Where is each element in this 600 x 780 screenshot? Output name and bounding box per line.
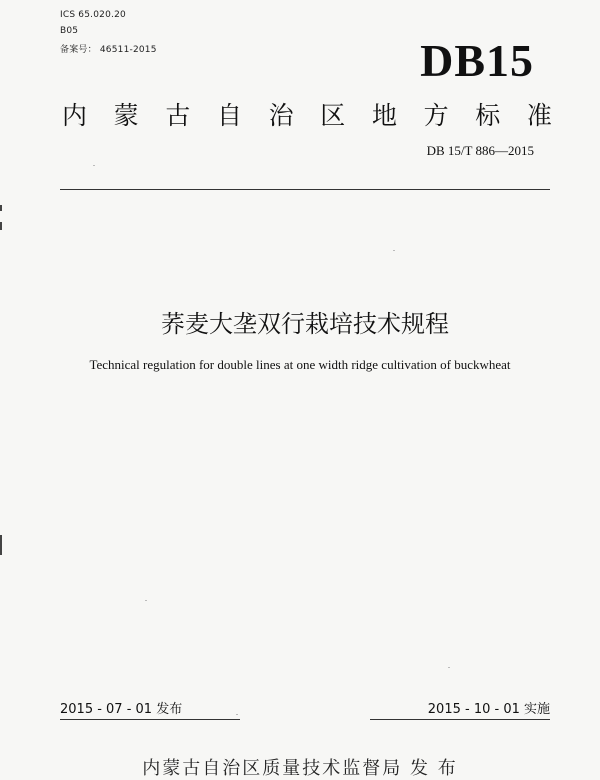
scan-speck bbox=[145, 600, 147, 601]
implementation-date: 2015 - 10 - 01 实施 bbox=[370, 698, 550, 720]
title-english: Technical regulation for double lines at one width ridge cultivation of buckwheat bbox=[89, 357, 511, 372]
standard-type-char: 自 bbox=[216, 101, 242, 130]
scan-edge-mark bbox=[0, 535, 2, 555]
ics-code: ICS 65.020.20 bbox=[60, 10, 126, 20]
scan-speck bbox=[448, 667, 450, 668]
scan-speck bbox=[93, 165, 95, 166]
standard-type-char: 古 bbox=[165, 101, 191, 130]
publisher: 内蒙古自治区质量技术监督局 发 布 bbox=[142, 758, 458, 779]
standard-type-char: 区 bbox=[320, 101, 346, 130]
standard-type-char: 准 bbox=[526, 101, 552, 130]
header-divider bbox=[60, 189, 550, 190]
scan-edge-mark bbox=[0, 222, 2, 230]
standard-type-char: 蒙 bbox=[113, 101, 139, 130]
standard-type-char: 标 bbox=[475, 101, 501, 130]
standard-type-char: 内 bbox=[62, 101, 88, 130]
issue-date: 2015 - 07 - 01 发布 bbox=[60, 698, 240, 720]
standard-type-heading bbox=[62, 96, 552, 132]
standard-type-char: 方 bbox=[423, 101, 449, 130]
standard-code-logo: DB15 bbox=[420, 35, 534, 86]
standard-number: DB 15/T 886—2015 bbox=[426, 143, 534, 158]
record-number: 备案号： 46511-2015 bbox=[60, 45, 157, 55]
scan-speck bbox=[236, 714, 238, 715]
ccs-code: B05 bbox=[60, 26, 79, 36]
standard-type-char: 地 bbox=[371, 101, 397, 130]
scan-edge-mark bbox=[0, 205, 2, 211]
title-chinese: 荞麦大垄双行栽培技术规程 bbox=[161, 310, 449, 338]
standard-type-char: 治 bbox=[268, 101, 294, 130]
scan-speck bbox=[393, 250, 395, 251]
